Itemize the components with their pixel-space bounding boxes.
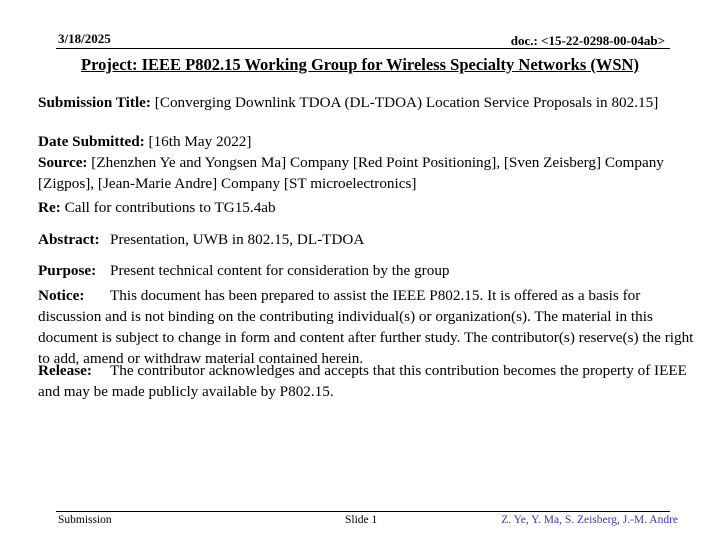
footer-authors: Z. Ye, Y. Ma, S. Zeisberg, J.-M. Andre <box>501 514 678 526</box>
abstract-label: Abstract: <box>38 231 100 248</box>
header-date: 3/18/2025 <box>58 31 111 46</box>
date-submitted-field <box>38 131 698 152</box>
header-doc-id: doc.: <15-22-0298-00-04ab> <box>510 33 665 48</box>
project-title: Project: IEEE P802.15 Working Group for Wireless Specialty Networks (WSN) <box>81 55 639 74</box>
purpose-value: Present technical content for consideration by the group <box>110 262 450 279</box>
re-label: Re: <box>38 199 61 216</box>
re-field <box>38 197 698 218</box>
footer-divider <box>56 511 670 512</box>
purpose-label: Purpose: <box>38 262 97 279</box>
submission-title-label: Submission Title: <box>38 94 151 111</box>
abstract-value: Presentation, UWB in 802.15, DL-TDOA <box>110 231 365 248</box>
footer-submission: Submission <box>58 514 112 526</box>
submission-title-field <box>38 92 698 113</box>
source-label: Source: <box>38 154 88 171</box>
release-label: Release: <box>38 362 92 379</box>
source-value: [Zhenzhen Ye and Yongsen Ma] Company [Red Point Positioning], [Sven Zeisberg] Company [Zigpos], [Jean-Marie Andre] Company [ST microelectronics] <box>38 154 664 192</box>
date-submitted-value: [16th May 2022] <box>148 133 252 150</box>
header-divider <box>56 48 670 49</box>
notice-label: Notice: <box>38 287 85 304</box>
date-submitted-label: Date Submitted: <box>38 133 145 150</box>
footer-slide-number: Slide 1 <box>345 514 378 526</box>
source-field <box>38 152 698 194</box>
re-value: Call for contributions to TG15.4ab <box>64 199 276 216</box>
purpose-field <box>38 260 698 281</box>
notice-field <box>38 285 698 369</box>
submission-title-value: [Converging Downlink TDOA (DL-TDOA) Location Service Proposals in 802.15] <box>154 94 659 111</box>
release-value: The contributor acknowledges and accepts that this contribution becomes the property of IEEE and may be made publicly available by P802.15. <box>38 362 687 400</box>
release-field <box>38 360 698 402</box>
notice-value: This document has been prepared to assist the IEEE P802.15. It is offered as a basis for discussion and is not binding on the contributing individual(s) or organization(s). The material in this document is subject to change in form and content after further study. The contributor(s) reserve(s) the right to add, amend or withdraw material contained herein. <box>38 287 694 367</box>
abstract-field <box>38 229 698 250</box>
